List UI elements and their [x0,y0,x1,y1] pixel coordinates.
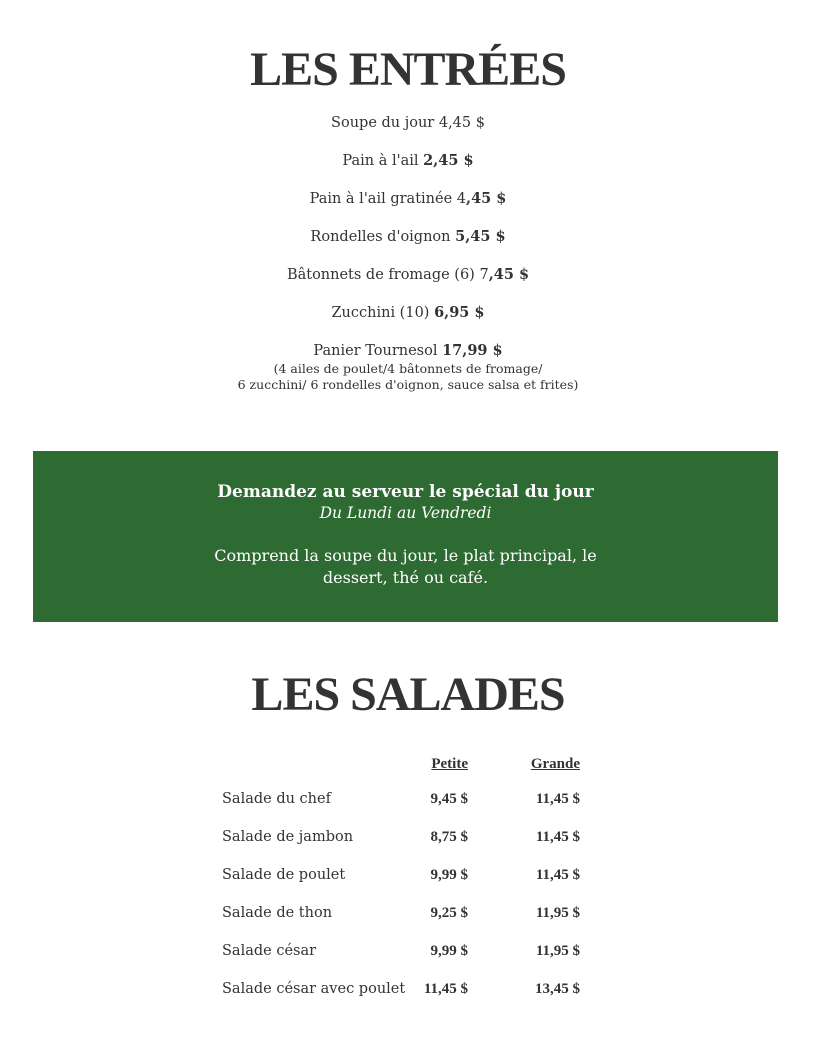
entree-name: Pain à l'ail [342,153,419,169]
entree-price: 17,99 $ [442,342,503,359]
salade-name: Salade césar [222,943,317,959]
col-grande-header: Grande [530,756,580,772]
entree-item [0,341,816,393]
entree-price: 5,45 $ [455,228,506,245]
entrees-title: LES ENTRÉES [250,43,566,96]
salades-header-row [222,756,580,780]
salade-name: Salade du chef [222,791,331,807]
price-petite: 8,75 $ [430,828,468,845]
salades-title: LES SALADES [251,668,565,721]
price-grande: 11,45 $ [535,828,580,845]
entree-item [0,151,816,171]
entree-name: Bâtonnets de fromage (6) [286,267,475,283]
special-days: Du Lundi au Vendredi [319,504,492,522]
entree-item [0,189,816,209]
entree-name: Pain à l'ail gratinée [309,191,453,207]
entree-item [0,113,816,133]
col-petite-header: Petite [431,756,468,772]
price-petite: 9,99 $ [430,942,468,959]
entree-name: Soupe du jour [331,115,435,131]
entree-item [0,265,816,285]
salade-name: Salade de jambon [222,829,354,845]
entree-name: Panier Tournesol [313,343,438,359]
entree-price: 2,45 $ [423,152,474,169]
salades-table [222,756,580,1008]
price-petite: 9,99 $ [430,866,468,883]
salade-name: Salade césar avec poulet [222,981,406,997]
entree-price-plain: 4 [456,191,467,207]
entree-item [0,303,816,323]
price-grande: 11,95 $ [535,942,580,959]
price-petite: 9,45 $ [430,790,468,807]
entree-price: ,45 $ [466,190,507,207]
price-grande: 11,45 $ [535,790,580,807]
special-note: Comprend la soupe du jour, le plat principal, le dessert, thé ou café. [214,546,597,587]
salade-name: Salade de poulet [222,867,346,883]
entree-price-plain: 7 [479,267,489,283]
table-row [222,894,580,932]
entree-price: 4,45 $ [438,115,485,131]
price-petite: 11,45 $ [423,980,468,997]
price-grande: 13,45 $ [535,980,580,997]
special-headline: Demandez au serveur le spécial du jour [217,482,594,502]
salade-name-header [222,756,412,780]
price-grande: 11,95 $ [535,904,580,921]
price-petite: 9,25 $ [430,904,468,921]
entree-description: (4 ailes de poulet/4 bâtonnets de fromage/ [273,361,543,376]
entree-item [0,227,816,247]
entree-price: ,45 $ [488,266,530,283]
table-row [222,856,580,894]
entree-name: Zucchini (10) [331,305,430,321]
table-row [222,970,580,1008]
table-row [222,818,580,856]
salade-name: Salade de thon [222,905,333,921]
entrees-list [0,113,816,411]
daily-special-banner [33,451,778,622]
price-grande: 11,45 $ [535,866,580,883]
entree-description: 6 zucchini/ 6 rondelles d'oignon, sauce salsa et frites) [237,377,579,392]
entree-name: Rondelles d'oignon [310,229,451,245]
entree-price: 6,95 $ [434,304,485,321]
table-row [222,780,580,818]
table-row [222,932,580,970]
